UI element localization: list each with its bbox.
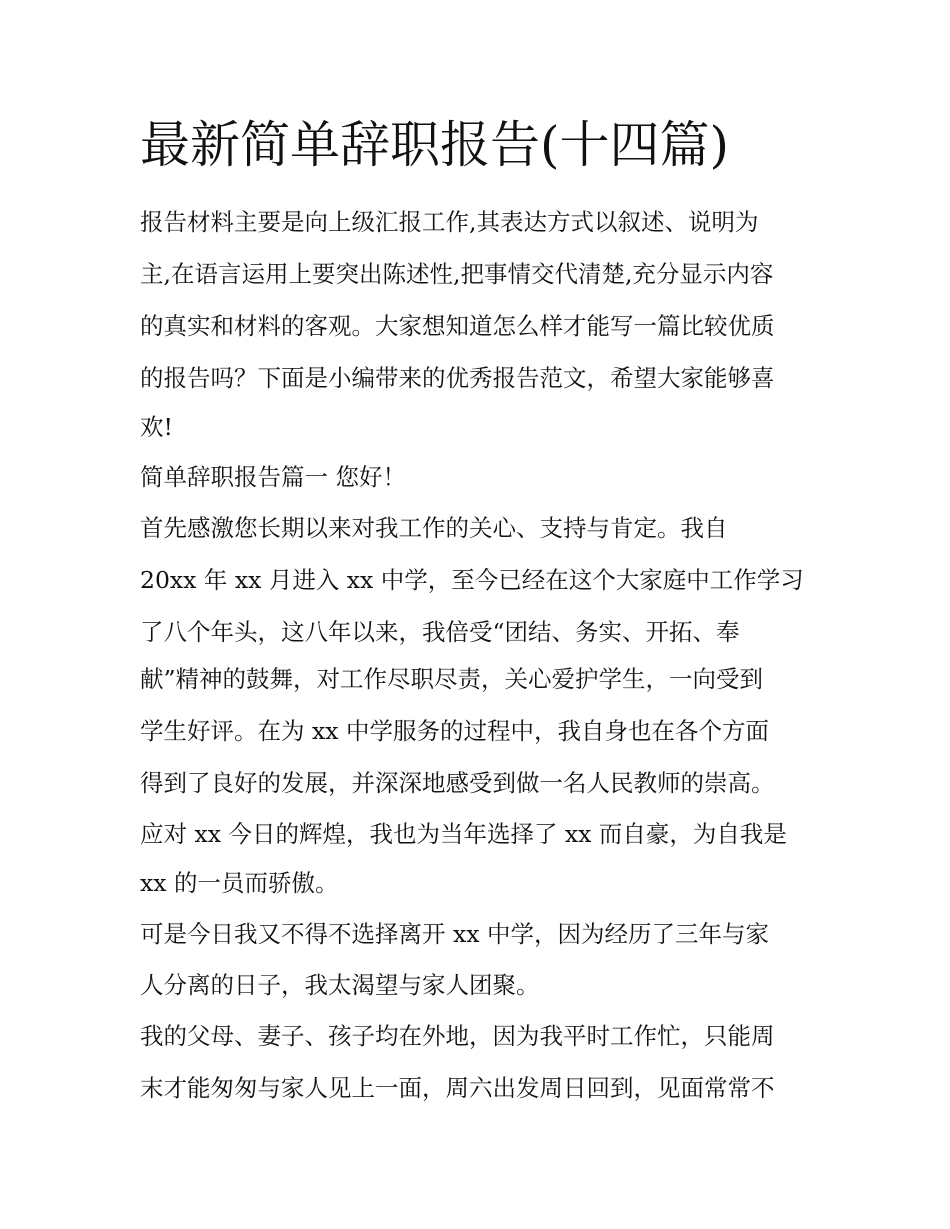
body-line: 了八个年头，这八年以来，我倍受“团结、务实、开拓、奉 bbox=[140, 618, 740, 646]
body-line: 20xx 年 xx 月进入 xx 中学，至今已经在这个大家庭中工作学习 bbox=[140, 566, 804, 594]
body-line: 的真实和材料的客观。大家想知道怎么样才能写一篇比较优质 bbox=[140, 312, 775, 340]
body-line: 我的父母、妻子、孩子均在外地，因为我平时工作忙，只能周 bbox=[140, 1022, 775, 1050]
body-line: 人分离的日子，我太渴望与家人团聚。 bbox=[140, 971, 540, 999]
body-line: 欢! bbox=[140, 413, 173, 441]
body-line: 报告材料主要是向上级汇报工作,其表达方式以叙述、说明为 bbox=[140, 208, 759, 236]
body-line: 得到了良好的发展，并深深地感受到做一名人民教师的崇高。 bbox=[140, 769, 775, 797]
body-line: 首先感激您长期以来对我工作的关心、支持与肯定。我自 bbox=[140, 514, 728, 542]
document-title: 最新简单辞职报告(十四篇) bbox=[140, 116, 730, 174]
body-line: 可是今日我又不得不选择离开 xx 中学，因为经历了三年与家 bbox=[140, 920, 769, 948]
body-line: 应对 xx 今日的辉煌，我也为当年选择了 xx 而自豪，为自我是 bbox=[140, 820, 787, 848]
body-line: 学生好评。在为 xx 中学服务的过程中，我自身也在各个方面 bbox=[140, 717, 769, 745]
body-line: 主,在语言运用上要突出陈述性,把事情交代清楚,充分显示内容 bbox=[140, 260, 774, 288]
section-heading: 简单辞职报告篇一 您好！ bbox=[140, 463, 406, 491]
body-line: 献”精神的鼓舞，对工作尽职尽责，关心爱护学生，一向受到 bbox=[140, 665, 764, 693]
body-line: 末才能匆匆与家人见上一面，周六出发周日回到，见面常常不 bbox=[140, 1074, 775, 1102]
body-line: 的报告吗？下面是小编带来的优秀报告范文，希望大家能够喜 bbox=[140, 364, 775, 392]
body-line: xx 的一员而骄傲。 bbox=[140, 869, 339, 897]
